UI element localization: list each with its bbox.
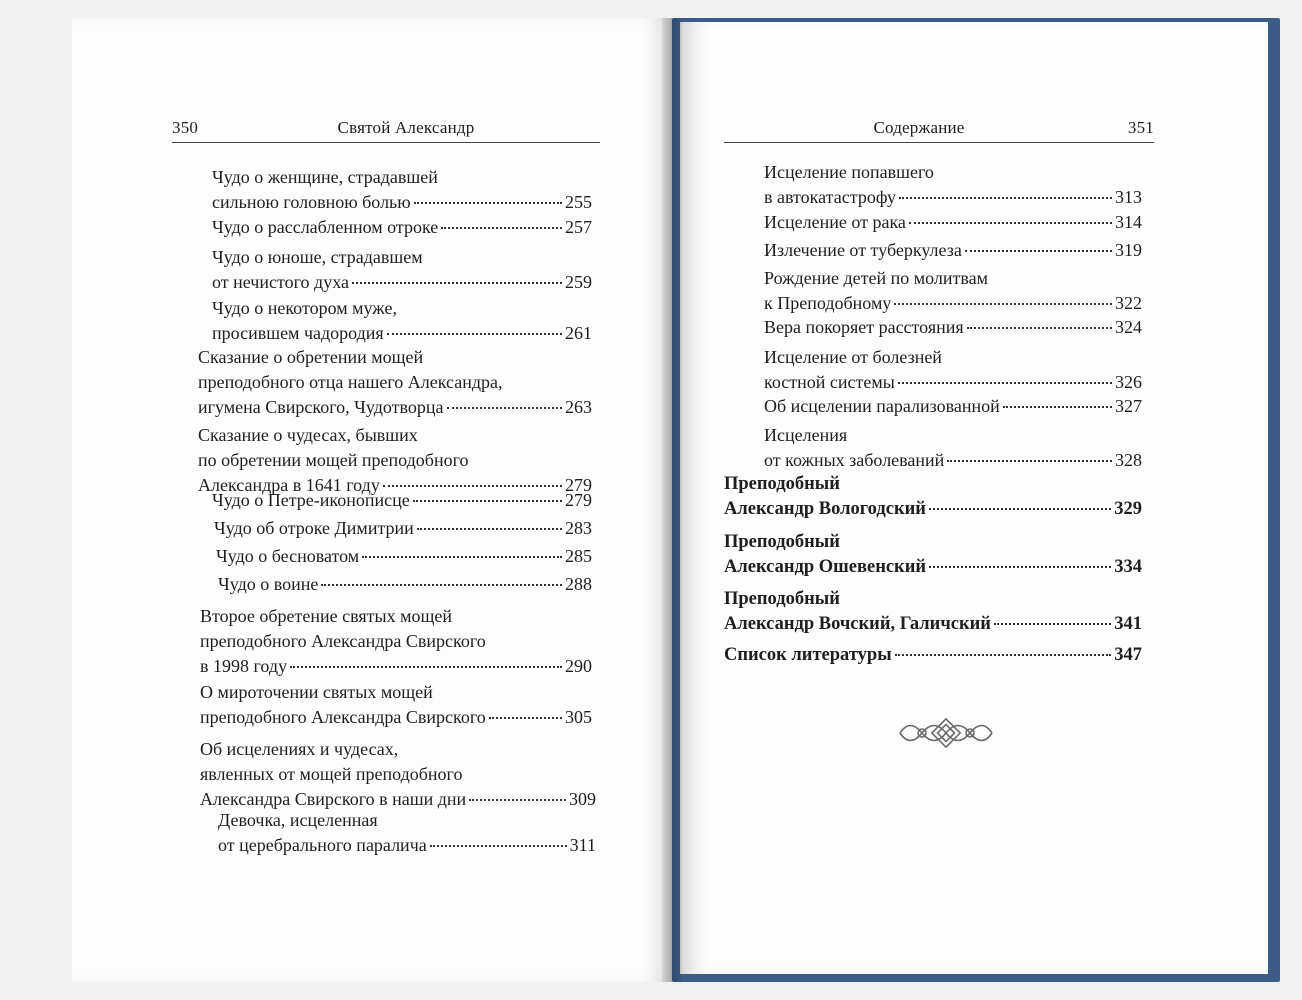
leader-dots [895, 654, 1112, 656]
toc-page-number: 334 [1114, 557, 1142, 577]
toc-entry[interactable] [764, 238, 1142, 263]
toc-page-number: 279 [565, 490, 592, 510]
toc-entry-line: Исцеление от болезней [764, 347, 942, 367]
toc-page-number: 255 [565, 192, 592, 212]
toc-page-number: 305 [565, 707, 592, 727]
toc-entry[interactable] [212, 215, 592, 240]
leader-dots [383, 485, 562, 487]
toc-entry-title: Александр Вочский, Галичский [724, 614, 991, 634]
toc-entry-line: Об исцелениях и чудесах, [200, 739, 399, 759]
toc-entry-title: Об исцелении парализованной [764, 396, 1000, 416]
toc-page-number: 283 [565, 518, 592, 538]
toc-entry-title: Излечение от туберкулеза [764, 240, 962, 260]
toc-entry[interactable] [724, 530, 1142, 580]
right-running-head [724, 116, 1154, 143]
toc-entry-line: Рождение детей по молитвам [764, 268, 988, 288]
toc-page-number: 285 [565, 546, 592, 566]
toc-entry[interactable] [764, 266, 1142, 316]
toc-entry-title: костной системы [764, 372, 895, 392]
toc-entry-line: Исцеление попавшего [764, 162, 934, 182]
toc-entry[interactable] [212, 165, 592, 215]
leader-dots [430, 845, 567, 847]
toc-entry-title: от кожных заболеваний [764, 450, 945, 470]
left-running-head [172, 116, 600, 143]
leader-dots [909, 222, 1112, 224]
toc-entry[interactable] [200, 604, 592, 679]
toc-entry[interactable] [764, 423, 1142, 473]
toc-entry[interactable] [212, 296, 592, 346]
toc-page-number: 309 [569, 789, 596, 809]
toc-page-number: 327 [1115, 396, 1142, 416]
leader-dots [947, 460, 1112, 462]
toc-entry-title: в 1998 году [200, 656, 288, 676]
toc-entry[interactable] [764, 345, 1142, 395]
toc-entry-title: Александр Ошевенский [724, 557, 927, 577]
toc-entry[interactable] [218, 572, 592, 597]
toc-entry-line: Чудо о юноше, страдавшем [212, 247, 423, 267]
toc-entry-title: просившем чадородия [212, 323, 384, 343]
toc-page-number: 313 [1115, 187, 1142, 207]
leader-dots [899, 197, 1112, 199]
toc-entry[interactable] [212, 488, 592, 513]
leader-dots [290, 666, 562, 668]
leader-dots [321, 584, 562, 586]
leader-dots [1003, 406, 1112, 408]
toc-entry-title: сильною головною болью [212, 192, 411, 212]
toc-page-number: 341 [1114, 614, 1142, 634]
toc-page-number: 279 [565, 475, 592, 495]
toc-entry-line: Преподобный [724, 532, 840, 552]
toc-page-number: 314 [1115, 212, 1142, 232]
toc-entry-line: Девочка, исцеленная [218, 810, 378, 830]
toc-entry-line: Сказание о чудесах, бывших [198, 425, 418, 445]
toc-entry[interactable] [200, 737, 596, 812]
leader-dots [994, 623, 1111, 625]
leader-dots [967, 327, 1112, 329]
toc-entry[interactable] [764, 315, 1142, 340]
toc-entry-title: Александр Вологодский [724, 499, 926, 519]
leader-dots [489, 717, 562, 719]
toc-page-number: 257 [565, 217, 592, 237]
toc-page-number: 329 [1114, 499, 1142, 519]
toc-entry[interactable] [764, 394, 1142, 419]
toc-entry[interactable] [724, 472, 1142, 522]
toc-entry-title: Чудо об отроке Димитрии [214, 518, 414, 538]
leader-dots [387, 333, 562, 335]
toc-entry-line: Преподобный [724, 589, 840, 609]
toc-page-number: 319 [1115, 240, 1142, 260]
toc-entry[interactable] [216, 544, 592, 569]
left-running-title: Святой Александр [337, 118, 475, 137]
toc-page-number: 322 [1115, 293, 1142, 313]
toc-entry-line: по обретении мощей преподобного [198, 450, 469, 470]
toc-page-number: 311 [569, 835, 596, 855]
toc-page-number: 347 [1114, 645, 1142, 665]
leader-dots [413, 500, 562, 502]
toc-entry-title: Список литературы [724, 645, 892, 665]
toc-entry-title: Исцеление от рака [764, 212, 906, 232]
toc-entry[interactable] [214, 516, 592, 541]
toc-entry[interactable] [198, 345, 592, 420]
leader-dots [447, 407, 562, 409]
toc-page-number: 324 [1115, 317, 1142, 337]
leader-dots [352, 282, 562, 284]
right-page-number: 351 [1127, 118, 1154, 137]
toc-entry-line: Чудо о некотором муже, [212, 298, 397, 318]
toc-page-number: 290 [565, 656, 592, 676]
toc-entry-title: от церебрального паралича [218, 835, 427, 855]
toc-entry-line: преподобного отца нашего Александра, [198, 372, 503, 392]
leader-dots [965, 250, 1112, 252]
leader-dots [894, 303, 1112, 305]
leader-dots [929, 566, 1111, 568]
toc-page-number: 328 [1115, 450, 1142, 470]
toc-entry[interactable] [218, 808, 596, 858]
toc-entry-title: игумена Свирского, Чудотворца [198, 397, 444, 417]
toc-entry[interactable] [764, 160, 1142, 210]
toc-entry[interactable] [724, 643, 1142, 668]
toc-entry-line: Исцеления [764, 425, 848, 445]
leader-dots [469, 799, 566, 801]
toc-entry-line: Чудо о женщине, страдавшей [212, 167, 438, 187]
toc-entry-title: Вера покоряет расстояния [764, 317, 964, 337]
toc-entry-line: Преподобный [724, 474, 840, 494]
toc-entry-line: Второе обретение святых мощей [200, 606, 452, 626]
toc-page-number: 288 [565, 574, 592, 594]
left-page-number: 350 [172, 118, 199, 137]
toc-page-number: 261 [565, 323, 592, 343]
knot-ornament-icon [898, 712, 994, 754]
toc-page-number: 263 [565, 397, 592, 417]
toc-entry[interactable] [764, 210, 1142, 235]
leader-dots [362, 556, 562, 558]
toc-entry-line: О мироточении святых мощей [200, 682, 433, 702]
toc-entry-title: Чудо о воине [218, 574, 319, 594]
leader-dots [898, 382, 1112, 384]
toc-entry[interactable] [200, 680, 592, 730]
toc-entry[interactable] [212, 245, 592, 295]
toc-entry-line: Сказание о обретении мощей [198, 347, 424, 367]
toc-entry-title: Чудо о бесноватом [216, 546, 360, 566]
toc-page-number: 259 [565, 272, 592, 292]
right-running-title: Содержание [873, 118, 965, 137]
leader-dots [929, 508, 1111, 510]
toc-entry-title: Чудо о расслабленном отроке [212, 217, 439, 237]
toc-entry-title: в автокатастрофу [764, 187, 897, 207]
leader-dots [414, 202, 562, 204]
toc-page-number: 326 [1115, 372, 1142, 392]
toc-entry[interactable] [724, 587, 1142, 637]
toc-entry-line: явленных от мощей преподобного [200, 764, 463, 784]
toc-entry-line: преподобного Александра Свирского [200, 631, 486, 651]
leader-dots [441, 227, 562, 229]
toc-entry-title: преподобного Александра Свирского [200, 707, 486, 727]
toc-entry-title: Александра в 1641 году [198, 475, 380, 495]
toc-entry[interactable] [198, 423, 592, 498]
toc-entry-title: к Преподобному [764, 293, 892, 313]
toc-entry-title: от нечистого духа [212, 272, 349, 292]
toc-entry-title: Чудо о Петре-иконописце [212, 490, 410, 510]
toc-entry-title: Александра Свирского в наши дни [200, 789, 467, 809]
book-gutter [662, 18, 682, 982]
leader-dots [417, 528, 562, 530]
